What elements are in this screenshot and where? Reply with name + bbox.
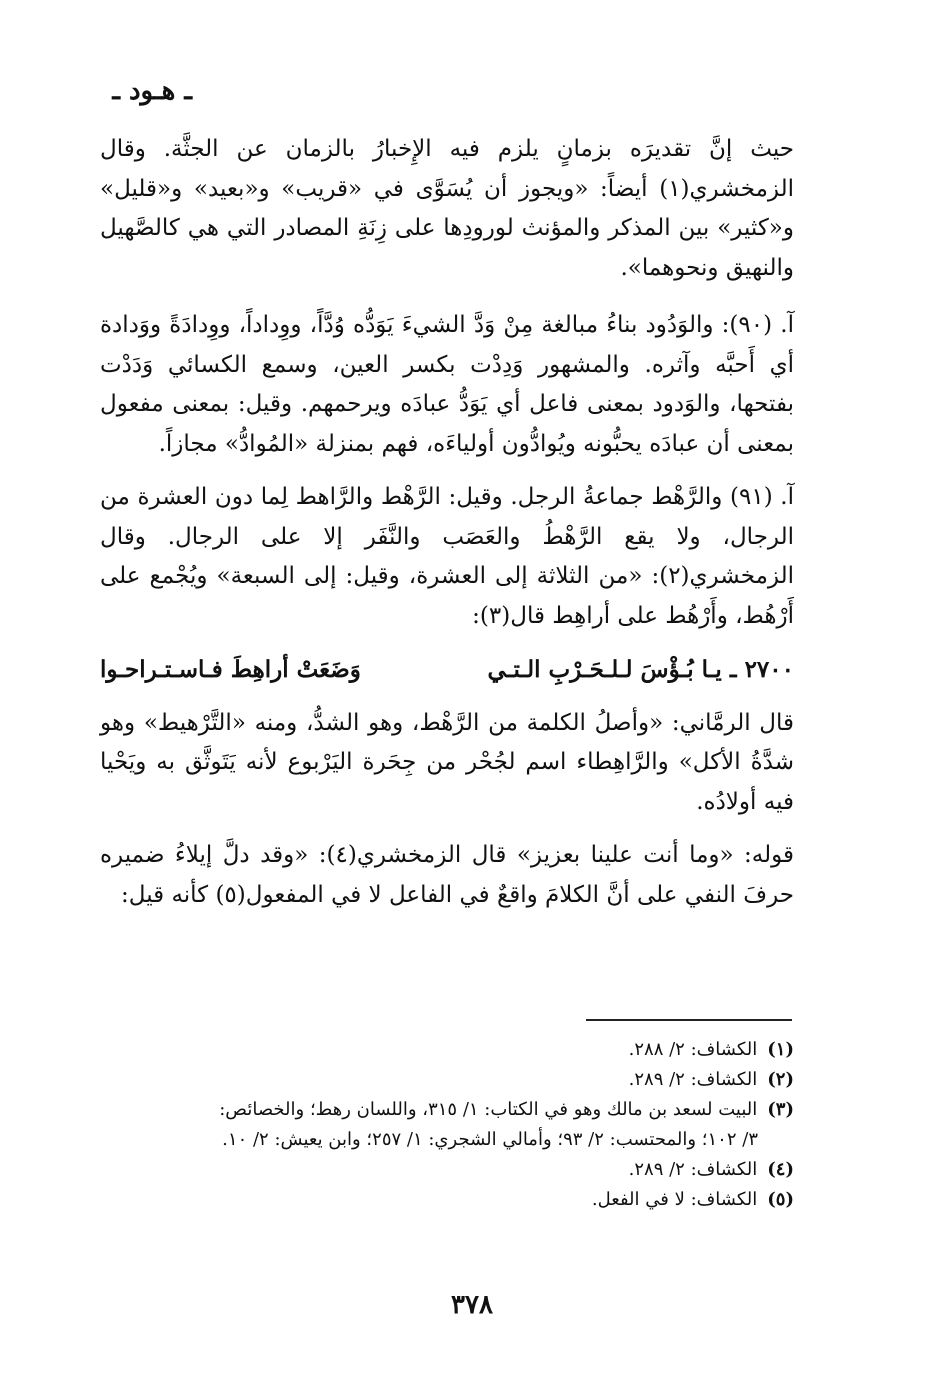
footnote-2 (100, 1065, 794, 1095)
verse-first-text: يـا بُـؤْسَ لـلـحَـرْبِ الـتـي (487, 656, 722, 683)
footnote-3 (100, 1095, 794, 1125)
paragraph-qawluhu: قوله: «وما أنت علينا بعزيز» قال الزمخشري(٤): «وقد دلَّ إيلاءُ ضميره حرفَ النفي على أنَّ الكلامَ واقعٌ في الفاعل لا في المفعول(٥) كأنه قيل: (100, 842, 794, 908)
footnote-4 (100, 1155, 794, 1185)
footnote-number: (٣) (767, 1099, 794, 1120)
running-header: ـ هـود ـ (112, 76, 192, 106)
verse-first-hemistich (488, 650, 794, 690)
footnote-text: الكشاف: ٢/ ٢٨٩. (628, 1159, 758, 1180)
footnote-number: (٥) (767, 1189, 794, 1210)
footnote-number: (١) (767, 1039, 794, 1060)
paragraph-rummani: قال الرمَّاني: «وأصلُ الكلمة من الرَّهْط، وهو الشدُّ، ومنه «التَّرْهيط» وهو شدَّةُ الأكل» والرَّاهِطاء اسم لجُحْر من جِحَرة اليَرْبوع لأنه يَتَوثَّق به ويَحْيا فيه أولادُه. (100, 709, 794, 815)
main-text (100, 130, 794, 929)
footnote-number: (٢) (767, 1069, 794, 1090)
footnotes (100, 1035, 794, 1215)
footnote-number: (٤) (767, 1159, 794, 1180)
footnote-text: البيت لسعد بن مالك وهو في الكتاب: ١/ ٣١٥، واللسان رهط؛ والخصائص: (219, 1099, 758, 1120)
footnote-text: الكشاف: لا في الفعل. (591, 1189, 758, 1210)
paragraph-verse-91: آ. (٩١) والرَّهْط جماعةُ الرجل. وقيل: الرَّهْط والرَّاهط لِما دون العشرة من الرجال، ولا يقع الرَّهْطُ والعَصَب والنَّفَر إلا على الرجال. وقال الزمخشري(٢): «من الثلاثة إلى العشرة، وقيل: إلى السبعة» ويُجْمع على أَرْهُط، وأَرْهُط على أراهِط قال(٣): (100, 484, 794, 629)
verse-second-hemistich: وَضَعَتْ أراهِطَ فـاسـتـراحـوا (100, 656, 361, 683)
footnote-5 (100, 1185, 794, 1215)
page-number: ٣٧٨ (451, 1290, 493, 1320)
verse-number: ٢٧٠٠ ـ (729, 656, 794, 683)
footnote-separator (586, 1019, 792, 1021)
footnote-1 (100, 1035, 794, 1065)
footnote-text: الكشاف: ٢/ ٢٨٨. (628, 1039, 758, 1060)
footnote-3-continuation: ٣/ ١٠٢؛ والمحتسب: ٢/ ٩٣؛ وأمالي الشجري: ١/ ٢٥٧؛ وابن يعيش: ٢/ ١٠. (222, 1129, 758, 1150)
poetry-verse (100, 650, 794, 690)
footnote-text: الكشاف: ٢/ ٢٨٩. (628, 1069, 758, 1090)
paragraph-verse-90: آ. (٩٠): والوَدُود بناءُ مبالغة مِنْ وَدَّ الشيءَ يَوَدُّه وُدَّاً، ووِداداً، ووِدادَةً ووَدادة أي أَحبَّه وآثره. والمشهور وَدِدْت بكسر العين، وسمع الكسائي وَدَدْت بفتحها، والوَدود بمعنى فاعل أي يَوَدُّ عبادَه ويرحمهم. وقيل: بمعنى مفعول بمعنى أن عبادَه يحبُّونه ويُوادُّون أولياءَه، فهم بمنزلة «المُوادُّ» مجازاً. (100, 312, 794, 457)
paragraph-1: حيث إنَّ تقديرَه بزمانٍ يلزم فيه الإِخبارُ بالزمان عن الجثَّة. وقال الزمخشري(١) أيضاً: «ويجوز أن يُسَوَّى في «قريب» و«بعيد» و«قليل» و«كثير» بين المذكر والمؤنث لورودِها على زِنَةِ المصادر التي هي كالصَّهيل والنهيق ونحوهما». (100, 136, 794, 281)
